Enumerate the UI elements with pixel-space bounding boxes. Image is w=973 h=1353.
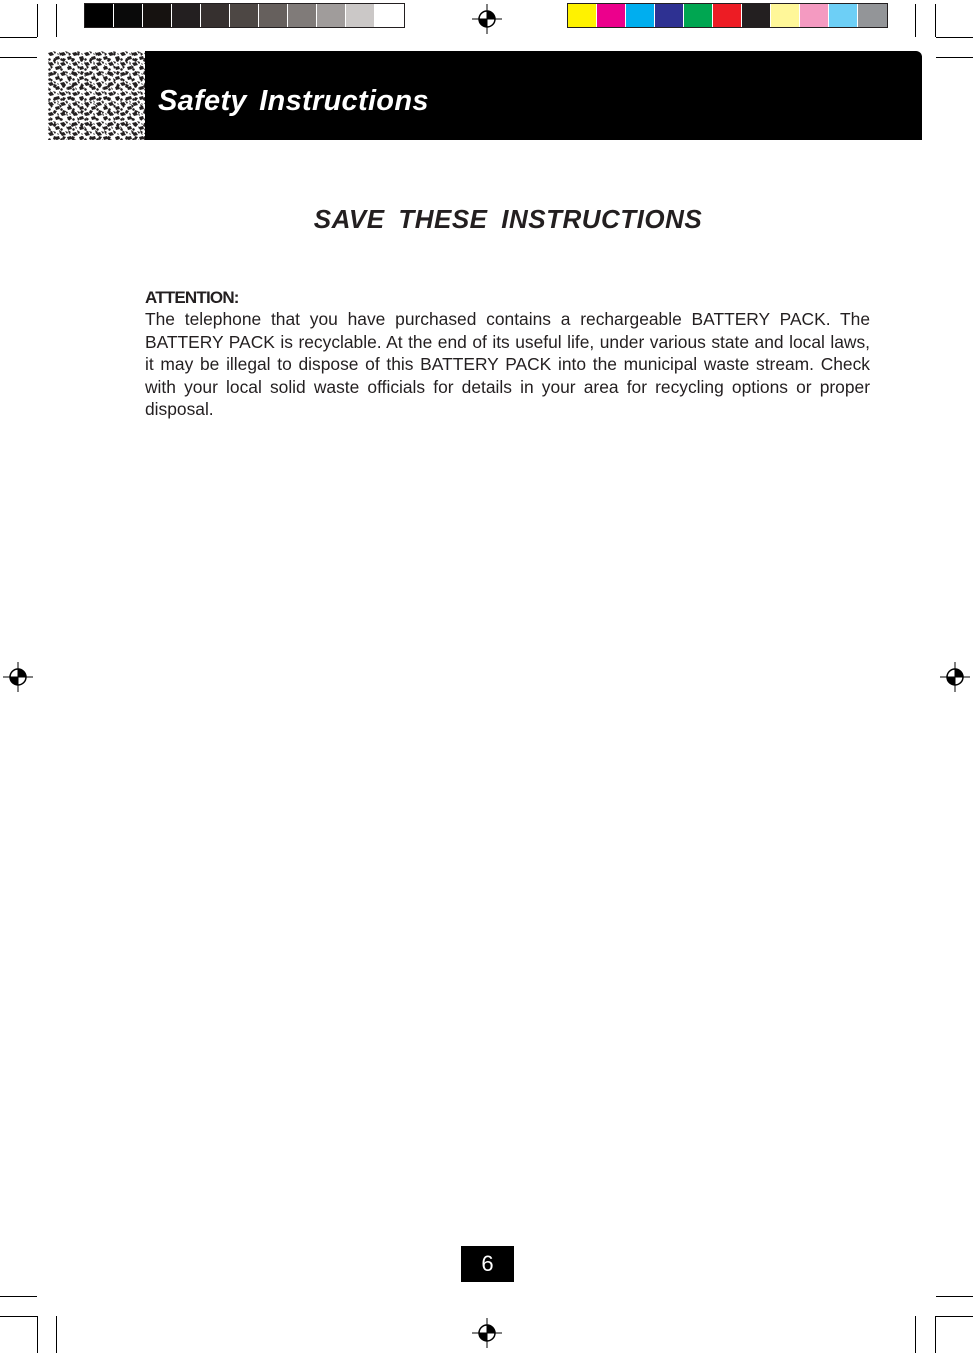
color-swatch xyxy=(858,4,887,27)
color-swatch xyxy=(829,4,858,27)
registration-mark-icon xyxy=(472,4,502,34)
color-swatch xyxy=(568,4,597,27)
grayscale-swatch xyxy=(85,4,114,27)
page-number: 6 xyxy=(461,1246,514,1282)
grayscale-swatch xyxy=(172,4,201,27)
crop-mark xyxy=(0,1316,37,1317)
grayscale-swatch xyxy=(201,4,230,27)
color-swatch xyxy=(742,4,771,27)
crop-mark xyxy=(935,4,936,37)
crop-mark xyxy=(0,1296,37,1297)
section-title: Safety Instructions xyxy=(158,85,429,117)
crop-mark xyxy=(915,4,916,37)
section-header-bar xyxy=(145,51,922,140)
color-swatch xyxy=(626,4,655,27)
attention-paragraph: The telephone that you have purchased contains a rechargeable BATTERY PACK. The BATTERY PACK is recyclable. At the end of its useful life, under various state and local laws, it may be illegal to dispose of this BATTERY PACK into the municipal waste stream. Check with your local solid waste officials for details in your area for recycling options or proper disposal. xyxy=(145,309,870,419)
speckled-texture-icon xyxy=(48,51,145,140)
crop-mark xyxy=(936,57,973,58)
grayscale-swatch xyxy=(375,4,404,27)
crop-mark xyxy=(936,1316,973,1317)
crop-mark xyxy=(56,1316,57,1353)
crop-mark xyxy=(936,1296,973,1297)
crop-mark xyxy=(37,4,38,37)
grayscale-swatch xyxy=(259,4,288,27)
crop-mark xyxy=(37,1316,38,1353)
crop-mark xyxy=(0,57,37,58)
registration-mark-icon xyxy=(3,662,33,692)
crop-mark xyxy=(0,37,37,38)
color-swatch xyxy=(713,4,742,27)
page-heading: SAVE THESE INSTRUCTIONS xyxy=(313,204,703,234)
color-swatch xyxy=(655,4,684,27)
grayscale-swatch xyxy=(230,4,259,27)
grayscale-swatch xyxy=(317,4,346,27)
process-color-bar xyxy=(567,3,888,28)
attention-label: ATTENTION: xyxy=(145,288,239,307)
color-swatch xyxy=(800,4,829,27)
grayscale-swatch xyxy=(288,4,317,27)
color-swatch xyxy=(771,4,800,27)
crop-mark xyxy=(915,1316,916,1353)
color-swatch xyxy=(597,4,626,27)
crop-mark xyxy=(56,4,57,37)
grayscale-color-bar xyxy=(84,3,405,28)
grayscale-swatch xyxy=(346,4,375,27)
crop-mark xyxy=(935,1316,936,1353)
grayscale-swatch xyxy=(143,4,172,27)
color-swatch xyxy=(684,4,713,27)
grayscale-swatch xyxy=(114,4,143,27)
registration-mark-icon xyxy=(472,1318,502,1348)
crop-mark xyxy=(936,37,973,38)
registration-mark-icon xyxy=(940,662,970,692)
